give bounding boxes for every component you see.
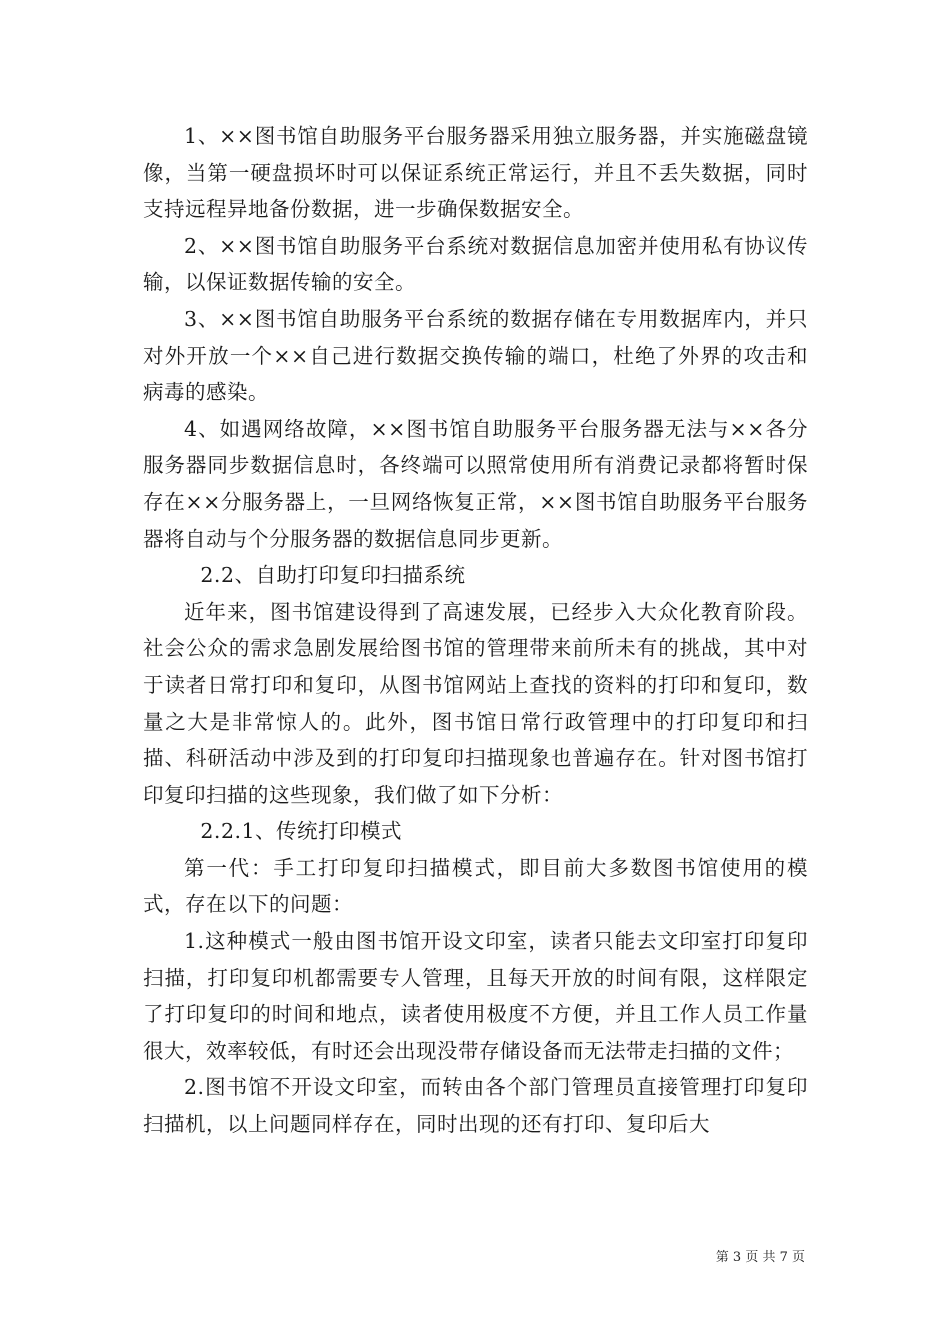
document-body: [143, 118, 808, 1143]
section-heading-traditional-mode: 2.2.1、传统打印模式: [200, 819, 403, 844]
paragraph-problem-2: 2.图书馆不开设文印室，而转由各个部门管理员直接管理打印复印扫描机，以上问题同样存在，同时出现的还有打印、复印后大: [143, 1075, 808, 1137]
paragraph-first-generation: 第一代：手工打印复印扫描模式，即目前大多数图书馆使用的模式，存在以下的问题：: [143, 855, 808, 917]
paragraph-encryption: 2、××图书馆自助服务平台系统对数据信息加密并使用私有协议传输，以保证数据传输的安全。: [143, 233, 808, 295]
paragraph-server-independent: 1、××图书馆自助服务平台服务器采用独立服务器，并实施磁盘镜像，当第一硬盘损坏时可以保证系统正常运行，并且不丢失数据，同时支持远程异地备份数据，进一步确保数据安全。: [143, 124, 808, 222]
paragraph-database-storage: 3、××图书馆自助服务平台系统的数据存储在专用数据库内，并只对外开放一个××自己进行数据交换传输的端口，杜绝了外界的攻击和病毒的感染。: [143, 306, 808, 405]
paragraph-network-failure: 4、如遇网络故障，××图书馆自助服务平台服务器无法与××各分服务器同步数据信息时，各终端可以照常使用所有消费记录都将暂时保存在××分服务器上，一旦网络恢复正常，××图书馆自助服务平台服务器将自动与个分服务器的数据信息同步更新。: [143, 416, 808, 551]
page-number-footer: 第 3 页 共 7 页: [715, 1250, 805, 1265]
paragraph-problem-1: 1.这种模式一般由图书馆开设文印室，读者只能去文印室打印复印扫描，打印复印机都需要专人管理，且每天开放的时间有限，这样限定了打印复印的时间和地点，读者使用极度不方便，并且工作人员工作量很大，效率较低，有时还会出现没带存储设备而无法带走扫描的文件；: [143, 929, 808, 1063]
paragraph-recent-years: 近年来，图书馆建设得到了高速发展，已经步入大众化教育阶段。社会公众的需求急剧发展给图书馆的管理带来前所未有的挑战，其中对于读者日常打印和复印，从图书馆网站上查找的资料的打印和复印，数量之大是非常惊人的。此外，图书馆日常行政管理中的打印复印和扫描、科研活动中涉及到的打印复印扫描现象也普遍存在。针对图书馆打印复印扫描的这些现象，我们做了如下分析：: [143, 599, 808, 807]
section-heading-self-print: 2.2、自助打印复印扫描系统: [200, 563, 466, 588]
